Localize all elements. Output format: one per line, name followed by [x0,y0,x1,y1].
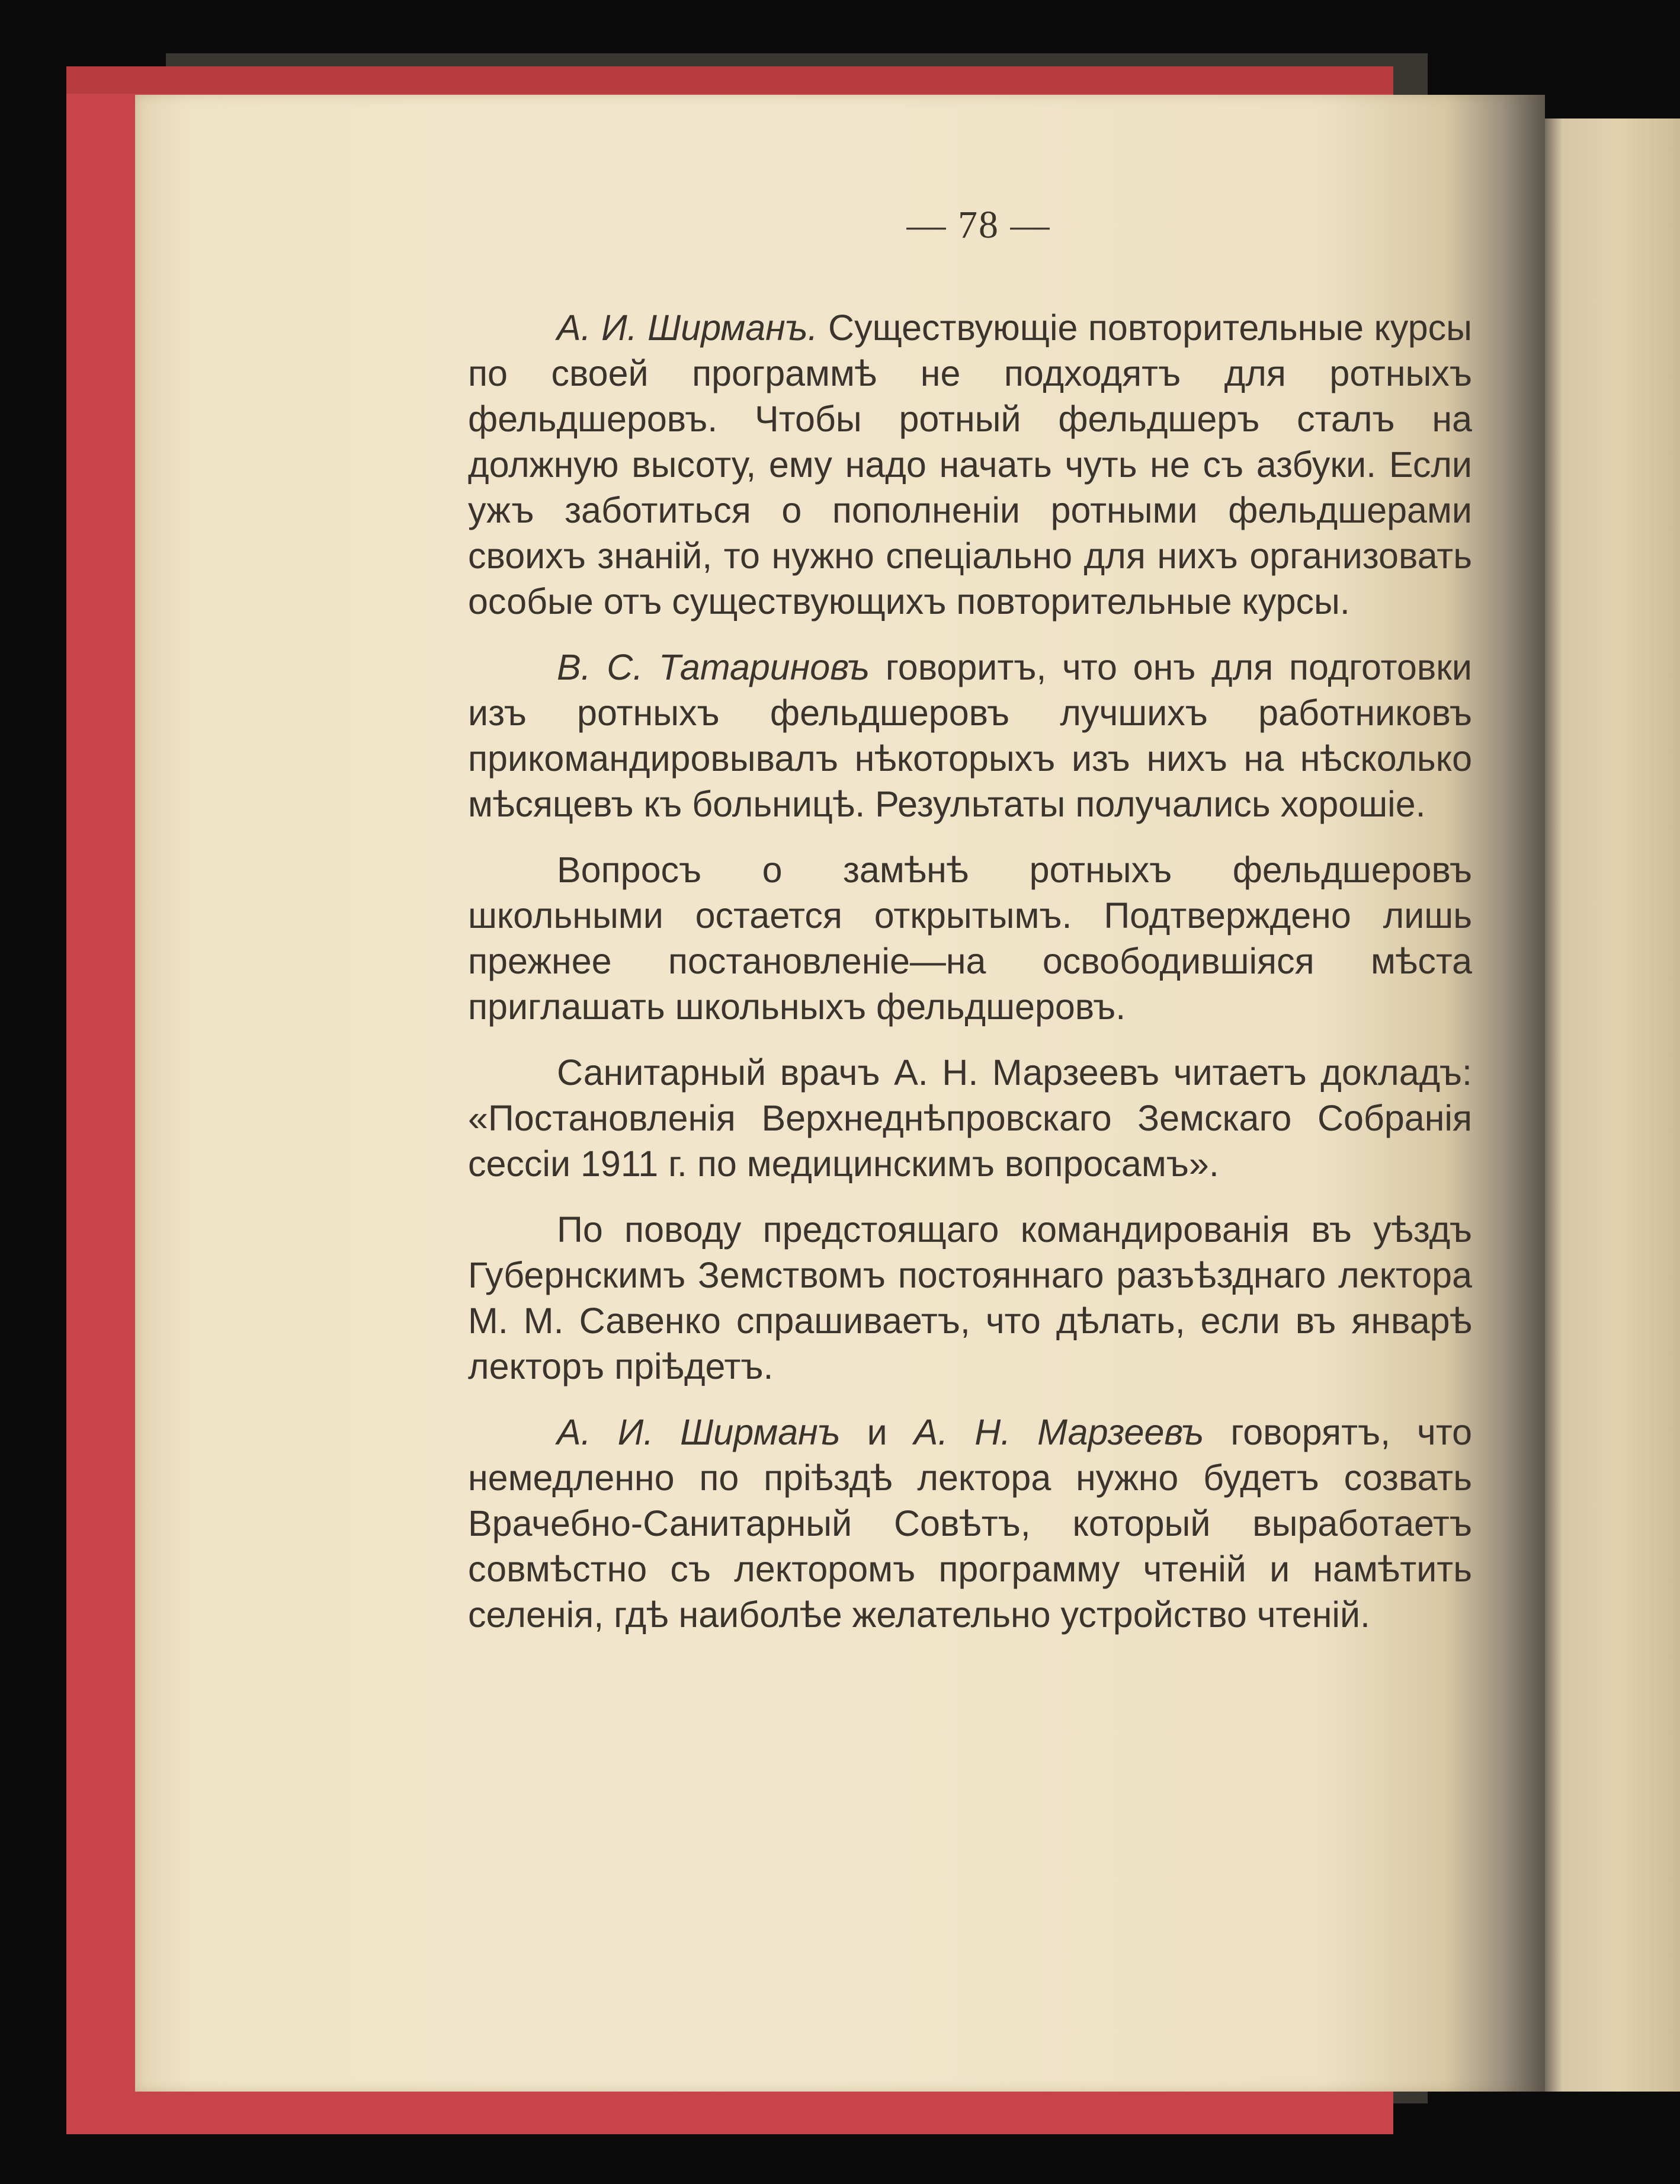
paragraph-text: говоритъ, что онъ для подготовки изъ ротныхъ фельдшеровъ лучшихъ работниковъ прикомандировывалъ нѣкоторыхъ изъ нихъ на нѣсколько мѣсяцевъ къ больницѣ. Результаты получались хорошіе. [468,647,1472,824]
red-cover-edge [66,66,1393,94]
speaker-name: А. И. Ширманъ. [557,308,818,348]
paragraph-text: Существующіе повторительные курсы по своей программѣ не подходятъ для ротныхъ фельдшеровъ. Чтобы ротный фельдшеръ сталъ на должную высоту, ему надо начать чуть не съ азбуки. Если ужъ заботиться о пополненіи ротными фельдшерами своихъ знаній, то нужно спеціально для нихъ организовать особые отъ существующихъ повторительные курсы. [468,308,1472,622]
paragraph-text: Санитарный врачъ А. Н. Марзеевъ читаетъ докладъ: «Постановленія Верхнеднѣпровскаго Земскаго Собранія сессіи 1911 г. по медицинскимъ вопросамъ». [468,1052,1472,1184]
paragraph-tatarinov [468,645,1472,827]
paragraph-shirman-marzeev [468,1410,1472,1638]
paragraph-conjunction: и [840,1412,914,1452]
page-body [468,305,1472,1658]
speaker-name: А. И. Ширманъ [557,1412,841,1452]
paragraph-text: Вопросъ о замѣнѣ ротныхъ фельдшеровъ школьными остается открытымъ. Подтверждено лишь прежнее постановленіе—на освободившіяся мѣста приглашать школьныхъ фельдшеровъ. [468,850,1472,1027]
paragraph-savenko [468,1207,1472,1389]
speaker-name: В. С. Татариновъ [557,647,870,687]
paragraph-shirman-1 [468,305,1472,625]
page-number: — 78 — [906,203,1051,246]
paragraph-text: говорятъ, что немедленно по пріѣздѣ лектора нужно будетъ созвать Врачебно-Санитарный Совѣтъ, который выработаетъ совмѣстно съ лекторомъ программу чтеній и намѣтить селенія, гдѣ наиболѣе желательно устройство чтеній. [468,1412,1472,1635]
speaker-name-second: А. Н. Марзеевъ [913,1412,1204,1452]
paragraph-text: По поводу предстоящаго командированія въ уѣздъ Губернскимъ Земствомъ постояннаго разъѣзднаго лектора М. М. Савенко спрашиваетъ, что дѣлать, если въ январѣ лекторъ пріѣдетъ. [468,1209,1472,1386]
paragraph-feldsher-question [468,847,1472,1030]
paragraph-marzeev-report [468,1050,1472,1187]
facing-page-edge [1543,119,1680,2092]
